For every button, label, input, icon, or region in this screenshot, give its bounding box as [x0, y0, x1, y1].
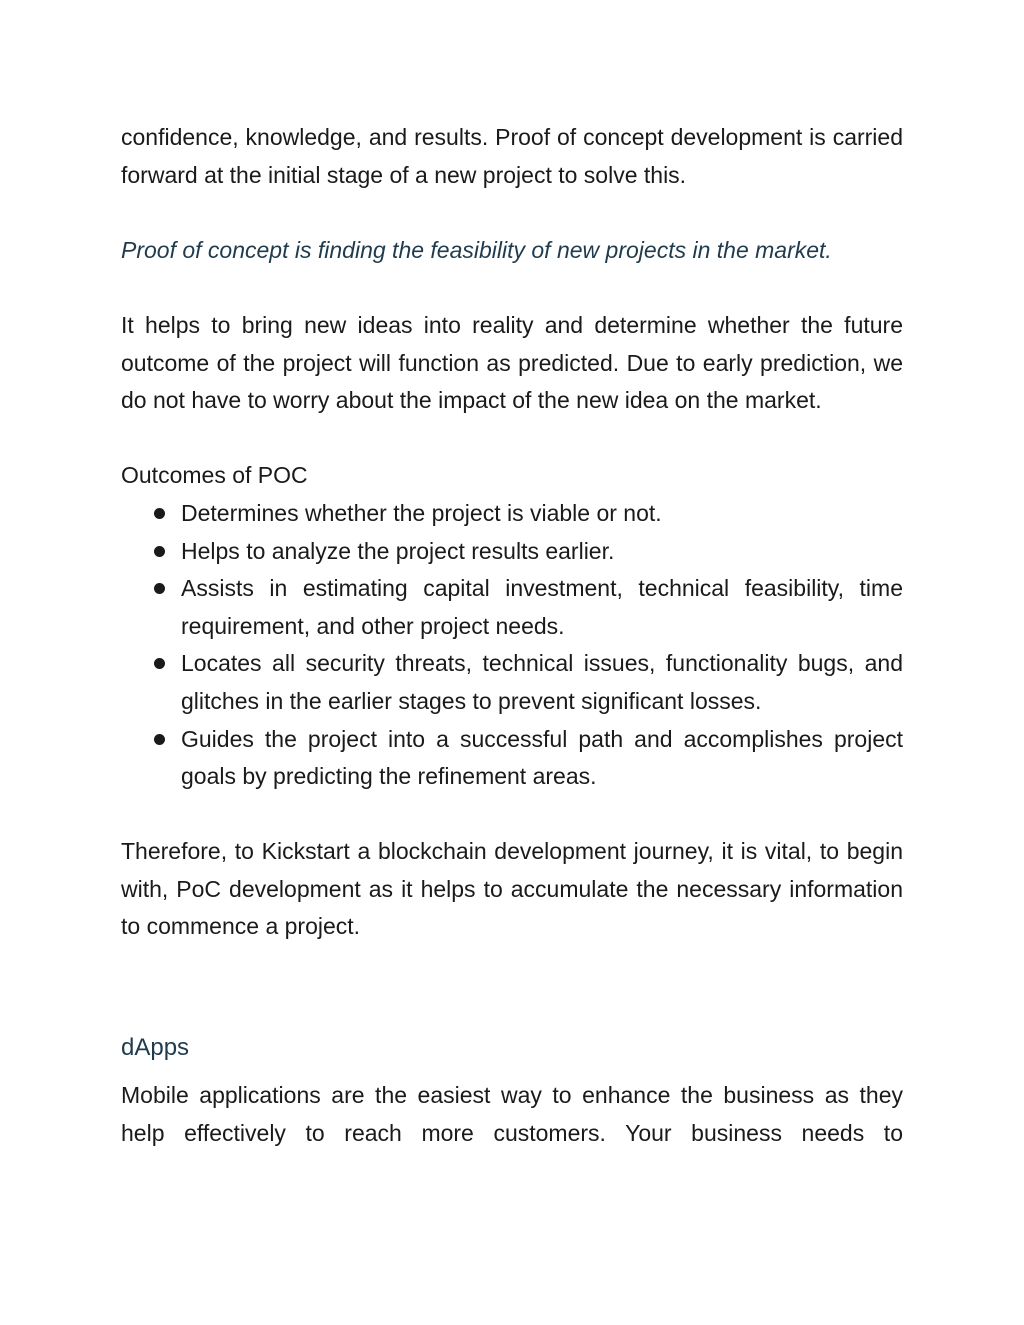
document-page: [121, 119, 903, 1152]
outcomes-title: Outcomes of POC: [121, 462, 308, 489]
list-item-text: Assists in estimating capital investment, technical feasibility, time requirement, and other project needs.: [181, 575, 903, 639]
conclusion-paragraph: Therefore, to Kickstart a blockchain development journey, it is vital, to begin with, PoC development as it helps to accumulate the necessary information to commence a project.: [121, 838, 903, 940]
intro-paragraph: confidence, knowledge, and results. Proof of concept development is carried forward at the initial stage of a new project to solve this.: [121, 124, 903, 188]
list-item: [121, 721, 903, 796]
outcomes-list: [121, 495, 903, 796]
spacer: [121, 269, 903, 307]
bullet-icon: [154, 546, 165, 557]
list-item: [121, 533, 903, 571]
quote-line: Proof of concept is finding the feasibility of new projects in the market.: [121, 236, 832, 263]
bullet-icon: [154, 583, 165, 594]
list-item: [121, 570, 903, 645]
list-item-text: Guides the project into a successful path and accomplishes project goals by predicting the refinement areas.: [181, 725, 903, 790]
spacer: [121, 194, 903, 232]
spacer: [121, 1065, 903, 1077]
spacer: [121, 420, 903, 458]
list-item: [121, 495, 903, 533]
dapps-paragraph: Mobile applications are the easiest way to enhance the business as they help effectively to reach more customers. Your business needs to: [121, 1082, 903, 1146]
body-paragraph: It helps to bring new ideas into reality and determine whether the future outcome of the project will function as predicted. Due to early prediction, we do not have to worry about the impact of the new idea on the market.: [121, 311, 903, 414]
list-item-text: Determines whether the project is viable or not.: [181, 499, 662, 526]
section-heading: dApps: [121, 1034, 190, 1062]
bullet-icon: [154, 734, 165, 745]
spacer: [121, 946, 903, 1031]
spacer: [121, 796, 903, 834]
list-item: [121, 645, 903, 720]
bullet-icon: [154, 658, 165, 669]
list-item-text: Helps to analyze the project results earlier.: [181, 537, 615, 564]
list-item-text: Locates all security threats, technical issues, functionality bugs, and glitches in the earlier stages to prevent significant losses.: [181, 650, 903, 714]
bullet-icon: [154, 508, 165, 519]
